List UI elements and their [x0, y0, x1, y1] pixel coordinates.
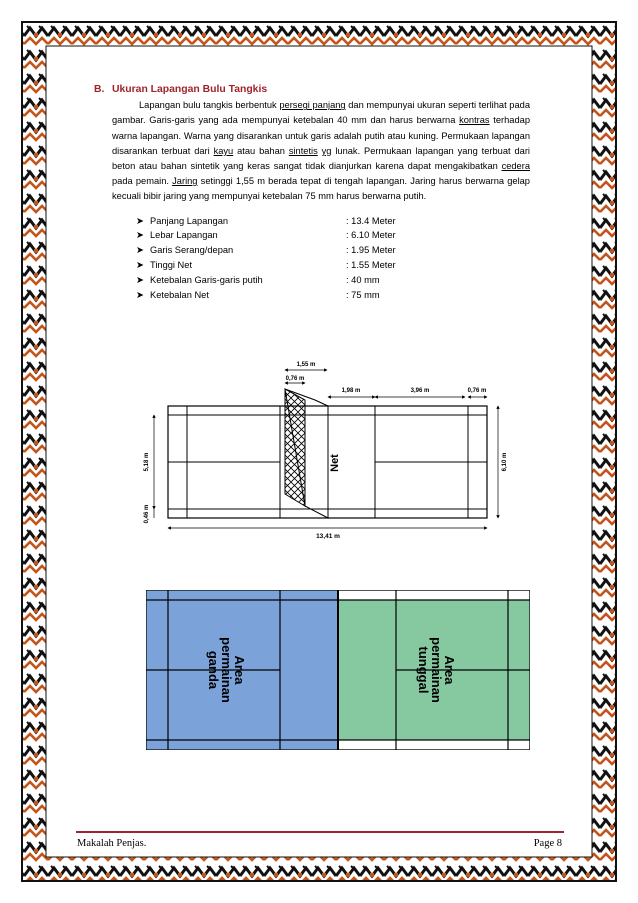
para-text: Lapangan bulu tangkis berbentuk	[139, 100, 280, 111]
footer-divider	[76, 831, 564, 833]
spec-value: : 1.95 Meter	[346, 245, 396, 256]
footer-title: Makalah Penjas.	[77, 838, 147, 849]
section-number: B.	[94, 84, 105, 95]
spec-label: Ketebalan Net	[150, 289, 209, 300]
arrow-bullet-icon: ➤	[136, 245, 144, 256]
list-item	[136, 273, 530, 288]
dim-net-width: 0,76 m	[285, 376, 305, 382]
spec-value: : 13.4 Meter	[346, 215, 396, 226]
list-item	[136, 243, 530, 258]
dim-net-height: 1,55 m	[296, 362, 316, 368]
para-text: setinggi 1,55 m berada tepat di tengah lapangan. Jaring harus berwarna gelap kecuali bibir jaring yang mempunyai ketebalan 75 mm harus berwarna putih.	[112, 176, 530, 202]
link-jaring[interactable]: Jaring	[172, 176, 198, 187]
spec-list	[94, 214, 530, 303]
net-label: Net	[329, 454, 341, 472]
spec-label: Tinggi Net	[150, 260, 193, 271]
dim-length: 13,41 m	[316, 533, 340, 540]
link-kayu[interactable]: kayu	[213, 145, 234, 156]
spec-label: Garis Serang/depan	[150, 245, 234, 256]
spec-value: : 1.55 Meter	[346, 260, 396, 271]
para-text: pada pemain.	[112, 176, 173, 187]
dim-side-alley: 0,46 m	[144, 504, 150, 524]
doubles-area-label-2: permainan	[219, 637, 234, 703]
list-item	[136, 214, 530, 229]
link-yg[interactable]: yg	[321, 145, 332, 156]
arrow-bullet-icon: ➤	[136, 230, 144, 241]
arrow-bullet-icon: ➤	[136, 289, 144, 300]
singles-area-label-2: permainan	[429, 637, 444, 703]
dim-front: 1,98 m	[341, 388, 361, 394]
para-text: atau bahan	[233, 145, 289, 156]
doubles-area-label-3: ganda	[206, 650, 221, 690]
para-text: dan mempunyai ukuran seperti terlihat pada gambar. Garis-garis yang ada mempunyai ketebalan 40 mm dan harus berwarna	[112, 100, 530, 126]
list-item	[136, 288, 530, 303]
dim-singles-width: 5,18 m	[144, 452, 150, 472]
singles-area-label-1: Area	[442, 655, 457, 685]
dim-back: 0,76 m	[467, 388, 487, 394]
spec-label: Lebar Lapangan	[150, 230, 218, 241]
link-persegi-panjang[interactable]: persegi panjang	[279, 100, 346, 111]
main-content	[94, 82, 530, 302]
page-number: Page 8	[533, 838, 562, 849]
spec-label: Ketebalan Garis-garis putih	[150, 274, 263, 285]
spec-value: : 6.10 Meter	[346, 230, 396, 241]
section-title: Ukuran Lapangan Bulu Tangkis	[112, 84, 268, 95]
body-paragraph	[94, 98, 530, 204]
arrow-bullet-icon: ➤	[136, 215, 144, 226]
arrow-bullet-icon: ➤	[136, 260, 144, 271]
link-sintetis[interactable]: sintetis	[288, 145, 318, 156]
spec-label: Panjang Lapangan	[150, 215, 229, 226]
arrow-bullet-icon: ➤	[136, 274, 144, 285]
list-item	[136, 228, 530, 243]
spec-value: : 75 mm	[346, 289, 380, 300]
singles-area-label-3: tunggal	[416, 646, 431, 694]
dim-full-width: 6,10 m	[502, 452, 508, 472]
doubles-area-label-1: Area	[232, 655, 247, 685]
list-item	[136, 258, 530, 273]
section-heading	[94, 82, 530, 97]
spec-value: : 40 mm	[346, 274, 380, 285]
link-cedera[interactable]: cedera	[501, 161, 530, 172]
play-area-diagram	[146, 590, 530, 750]
court-dimension-diagram	[130, 356, 510, 541]
para-text: terhadap warna lapangan. Warna yang disarankan untuk garis adalah putih atau kuning. Permukaan lapangan disarankan terbuat dari	[112, 115, 530, 156]
link-kontras[interactable]: kontras	[459, 115, 490, 126]
dim-mid: 3,96 m	[410, 388, 430, 394]
para-text: lunak. Permukaan lapangan yang terbuat dari beton atau bahan sintetik yang keras sangat tidak dianjurkan karena dapat mengakibatkan	[112, 145, 530, 172]
